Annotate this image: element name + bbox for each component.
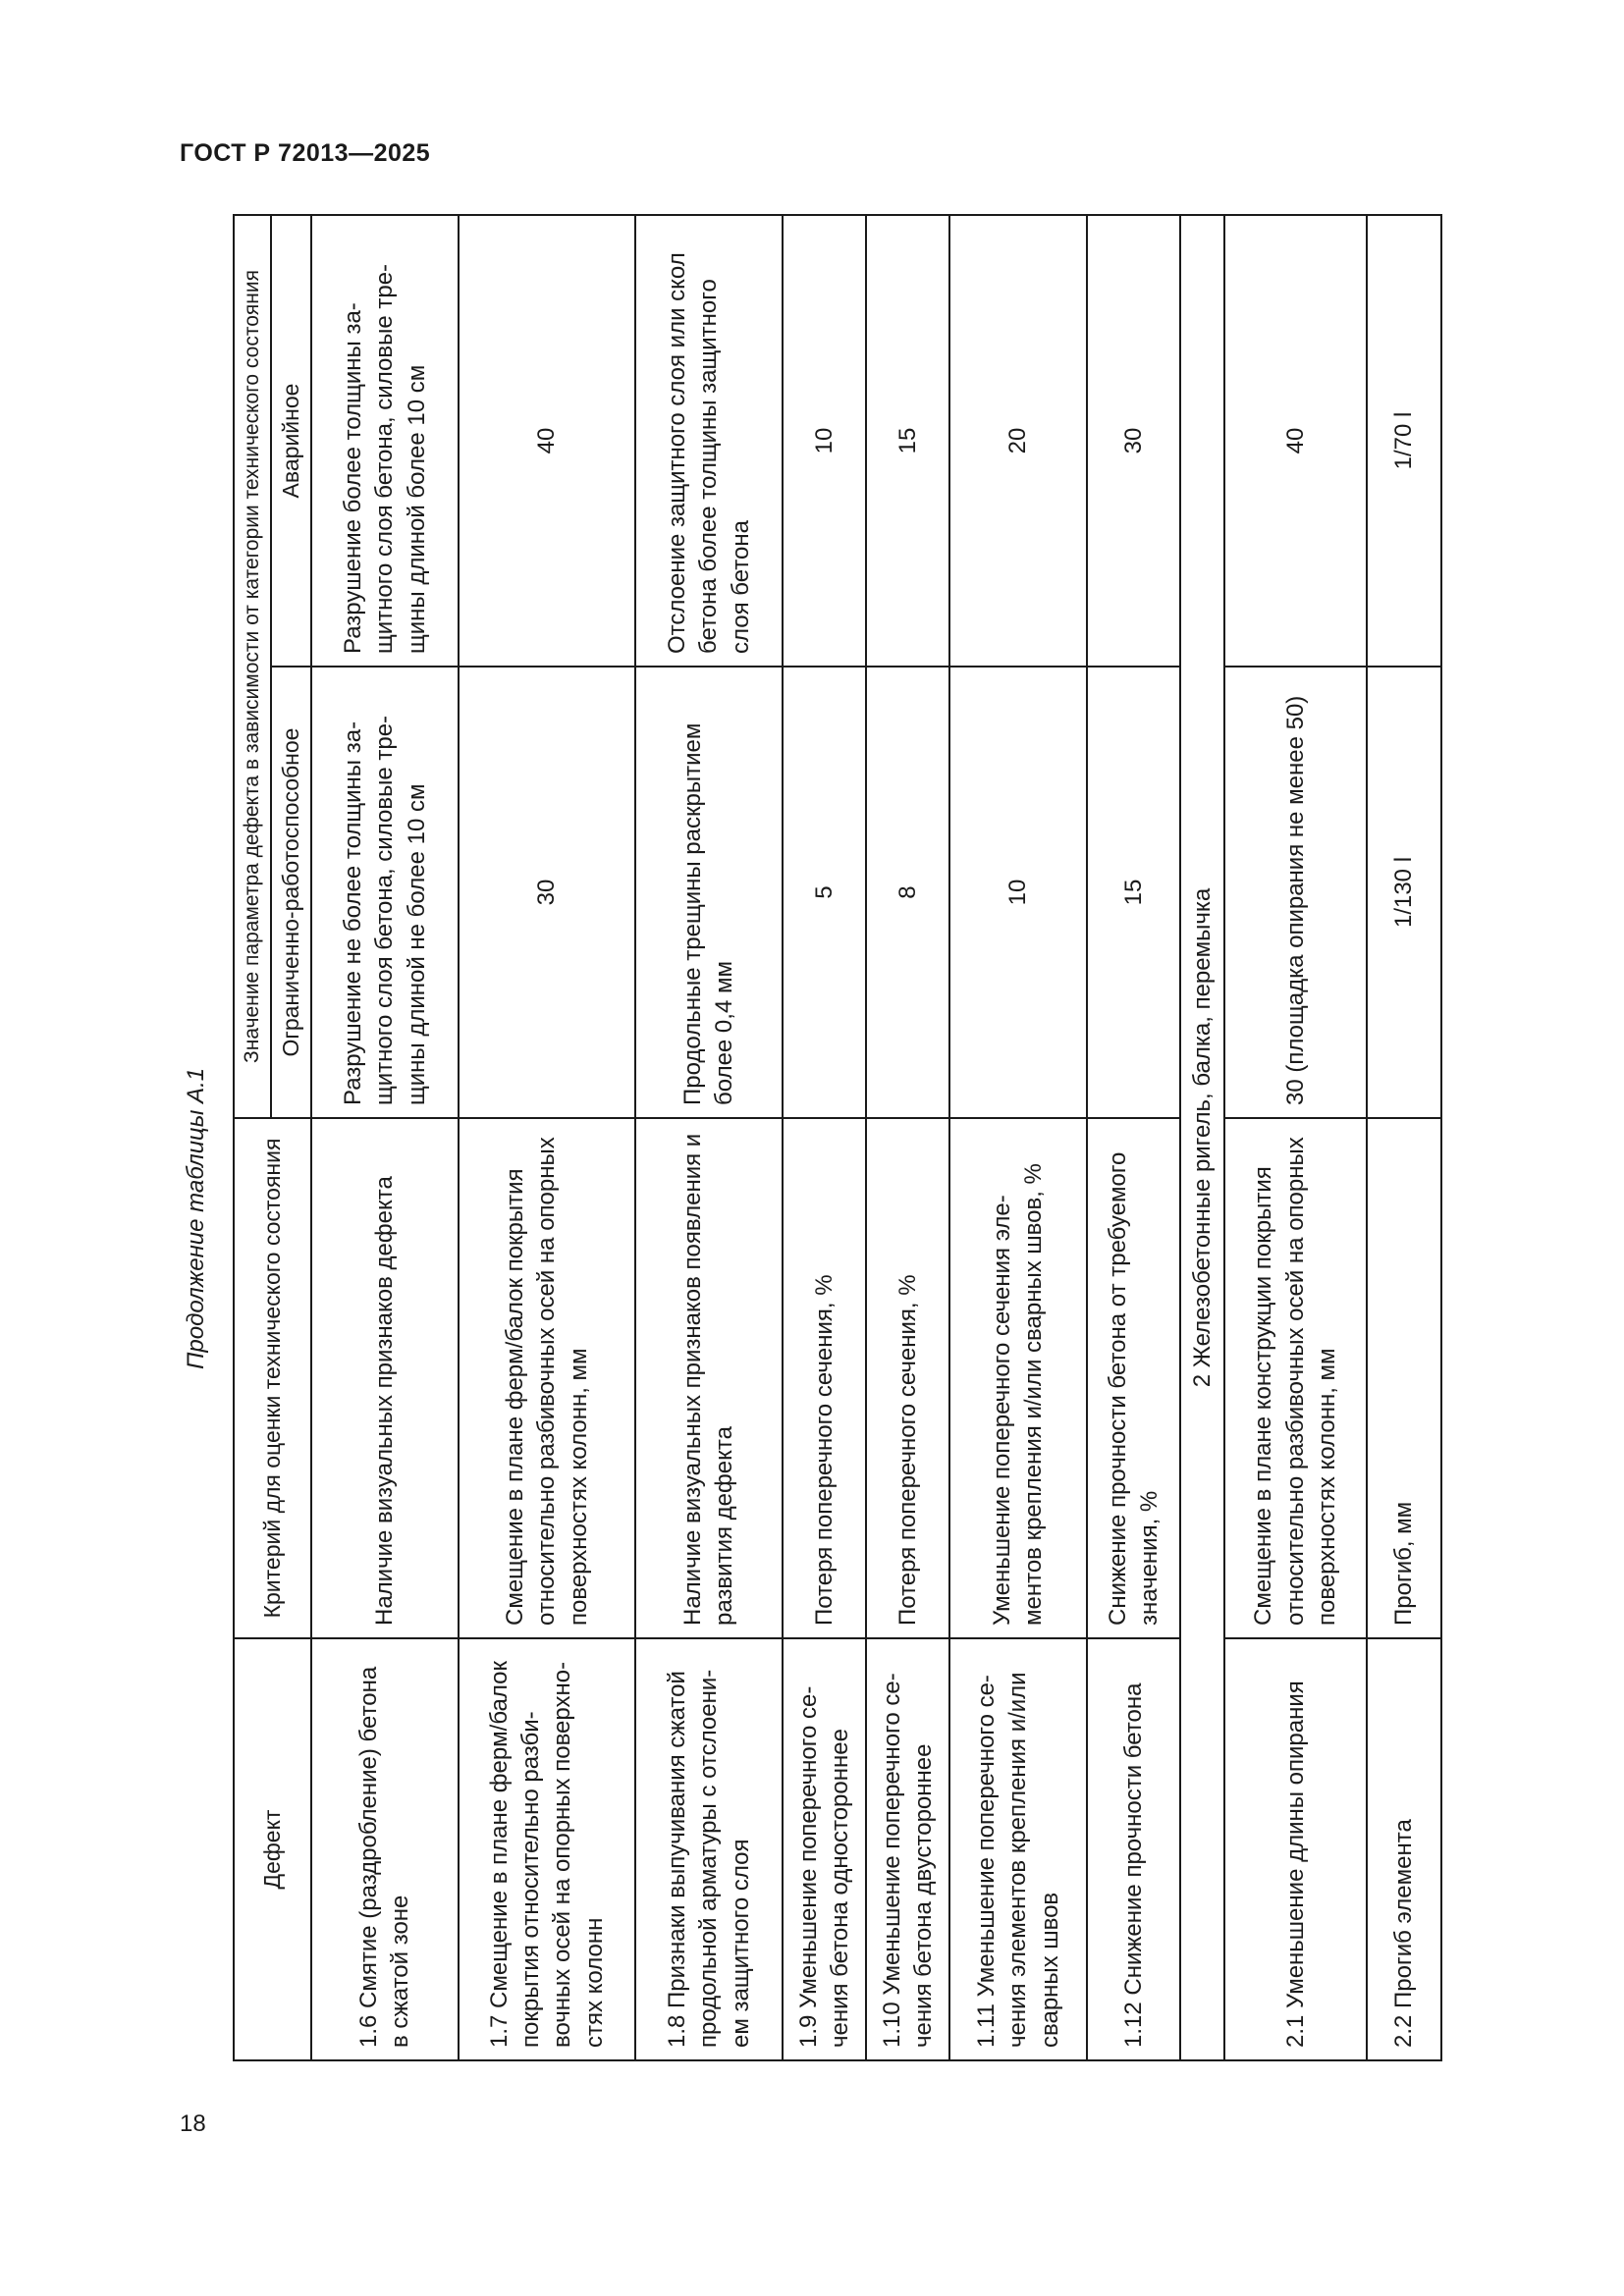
emergency-value-cell: Отслоение защитного слоя или скол бетона более толщины защитного слоя бетона [635,215,783,667]
limited-value-cell: 1/130 l [1367,667,1441,1118]
column-header-value-group: Значение параметра дефекта в зависимости от категории технического состояния [234,215,271,1118]
defect-cell: 1.11 Уменьшение поперечного сечения элементов крепления и/или сварных швов [949,1638,1087,2060]
limited-value-cell: 15 [1087,667,1180,1118]
rotated-table-area [233,216,1434,2061]
defects-table [233,214,1442,2061]
table-row [1087,215,1180,2060]
limited-value-cell: Продольные трещины раскрытием более 0,4 мм [635,667,783,1118]
limited-value-cell: Разрушение не более толщины защитного слоя бетона, силовые трещины длиной не более 10 см [311,667,459,1118]
defect-cell: 2.1 Уменьшение длины опирания [1224,1638,1367,2060]
column-header-criterion: Критерий для оценки технического состояния [234,1118,311,1638]
criterion-cell: Потеря поперечного сечения, % [783,1118,866,1638]
emergency-value-cell: Разрушение более толщины защитного слоя бетона, силовые трещины длиной более 10 см [311,215,459,667]
table-row [459,215,635,2060]
emergency-value-cell: 20 [949,215,1087,667]
defect-cell: 1.10 Уменьшение поперечного сечения бетона двустороннее [866,1638,949,2060]
page-number: 18 [180,2110,206,2137]
table-row [866,215,949,2060]
table-row [1224,215,1367,2060]
limited-value-cell: 5 [783,667,866,1118]
document-code-header: ГОСТ Р 72013—2025 [180,139,431,167]
emergency-value-cell: 40 [1224,215,1367,667]
limited-value-cell: 30 [459,667,635,1118]
table-row [311,215,459,2060]
limited-value-cell: 8 [866,667,949,1118]
criterion-cell: Наличие визуальных признаков дефекта [311,1118,459,1638]
defect-cell: 2.2 Прогиб элемента [1367,1638,1441,2060]
criterion-cell: Снижение прочности бетона от требуемого значения, % [1087,1118,1180,1638]
defect-cell: 1.7 Смещение в плане ферм/балок покрытия относительно разбивочных осей на опорных поверхностях колонн [459,1638,635,2060]
column-header-emergency: Аварийное [271,215,311,667]
emergency-value-cell: 10 [783,215,866,667]
emergency-value-cell: 15 [866,215,949,667]
defect-cell: 1.6 Смятие (раздробление) бетона в сжатой зоне [311,1638,459,2060]
defect-cell: 1.9 Уменьшение поперечного сечения бетона одностороннее [783,1638,866,2060]
table-section-row [1180,215,1224,2060]
table-row [783,215,866,2060]
criterion-cell: Прогиб, мм [1367,1118,1441,1638]
table-header-row-top [234,215,271,2060]
table-row [635,215,783,2060]
column-header-defect: Дефект [234,1638,311,2060]
criterion-cell: Смещение в плане ферм/балок покрытия относительно разбивочных осей на опорных поверхностях колонн, мм [459,1118,635,1638]
criterion-cell: Потеря поперечного сечения, % [866,1118,949,1638]
emergency-value-cell: 40 [459,215,635,667]
defect-cell: 1.8 Признаки выпучивания сжатой продольной арматуры с отслоением защитного слоя [635,1638,783,2060]
emergency-value-cell: 30 [1087,215,1180,667]
limited-value-cell: 10 [949,667,1087,1118]
criterion-cell: Уменьшение поперечного сечения элементов крепления и/или сварных швов, % [949,1118,1087,1638]
table-row [949,215,1087,2060]
criterion-cell: Наличие визуальных признаков появления и развития дефекта [635,1118,783,1638]
section-header-cell: 2 Железобетонные ригель, балка, перемычка [1180,215,1224,2060]
table-row [1367,215,1441,2060]
table-continuation-caption: Продолжение таблицы А.1 [183,1067,209,1369]
landscape-canvas [233,216,1434,2061]
emergency-value-cell: 1/70 l [1367,215,1441,667]
defect-cell: 1.12 Снижение прочности бетона [1087,1638,1180,2060]
limited-value-cell: 30 (площадка опирания не менее 50) [1224,667,1367,1118]
criterion-cell: Смещение в плане конструкции покрытия относительно разбивочных осей на опорных поверхностях колонн, мм [1224,1118,1367,1638]
column-header-limited: Ограниченно-работоспособное [271,667,311,1118]
